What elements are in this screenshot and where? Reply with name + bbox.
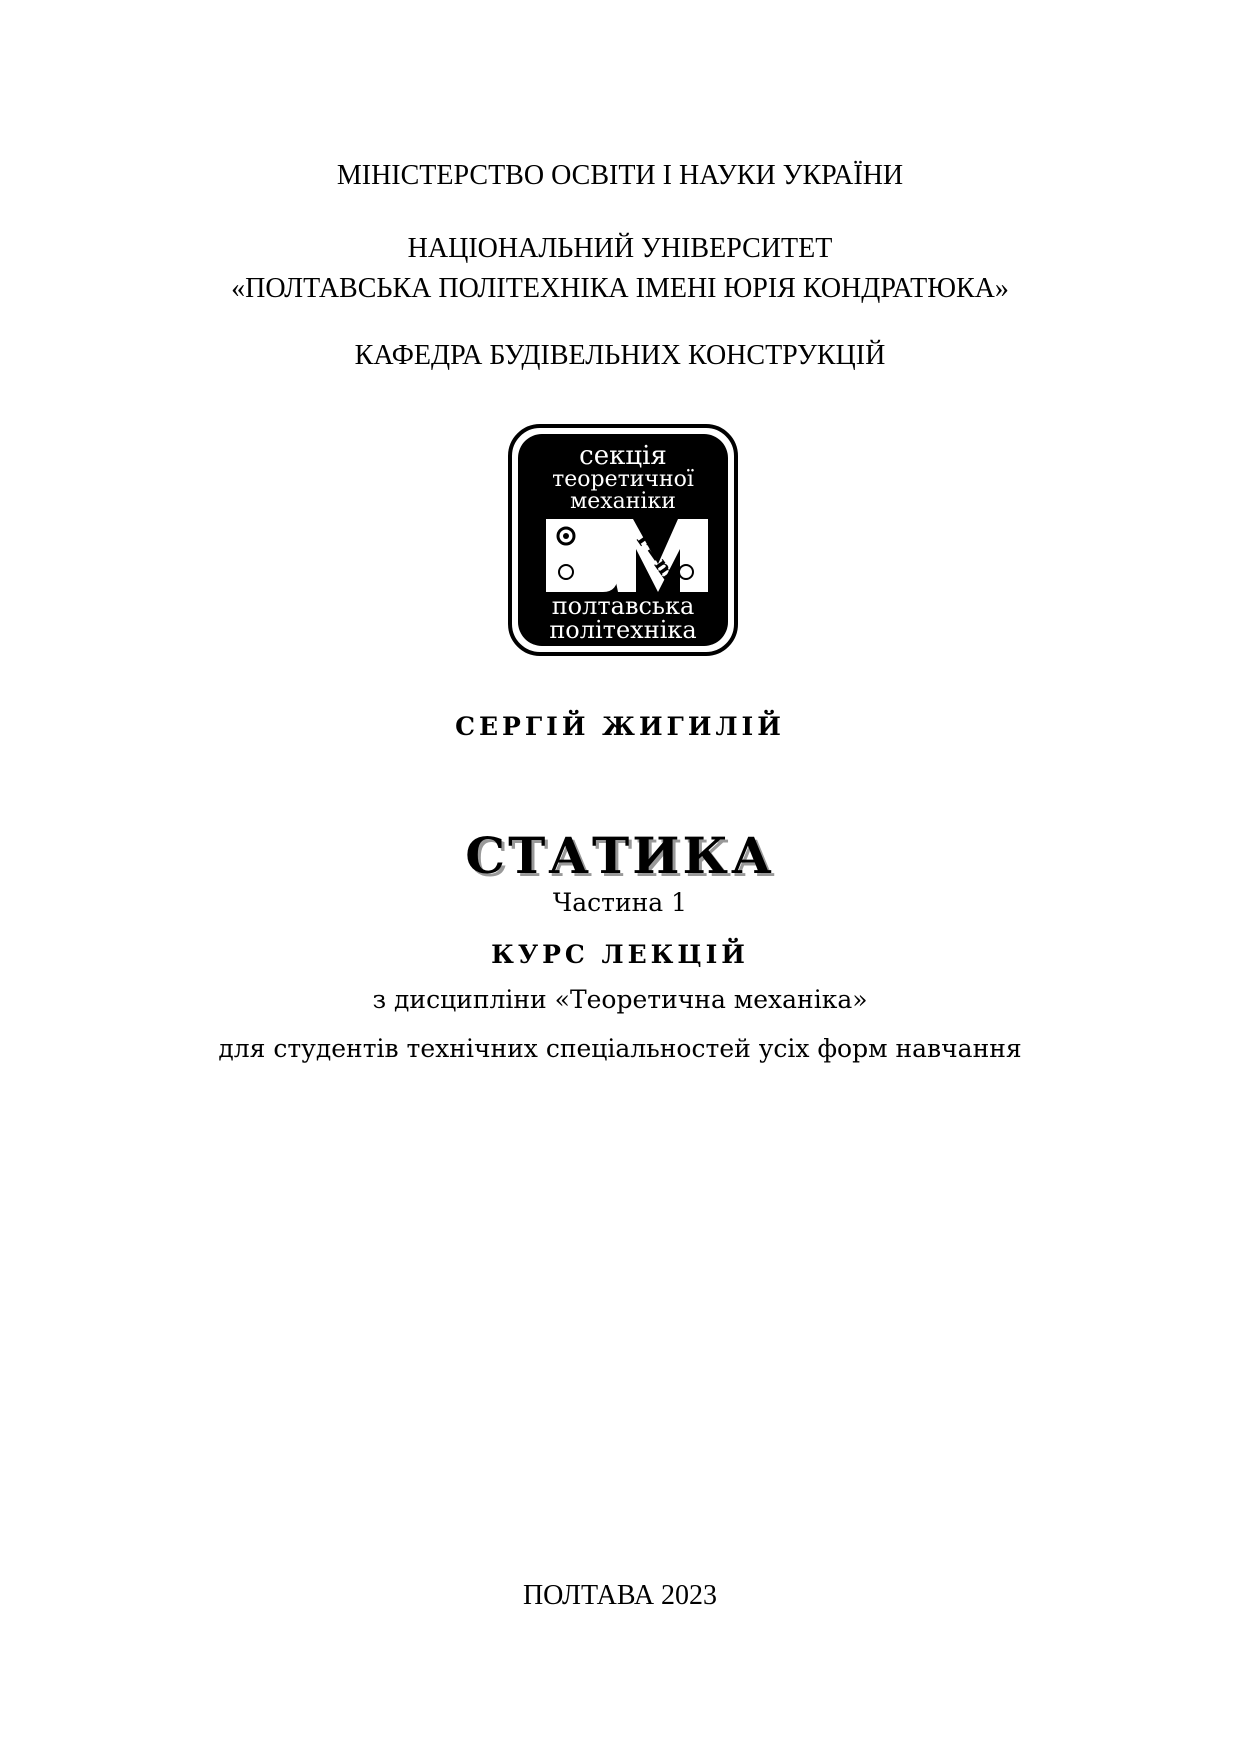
university-heading-line1: НАЦІОНАЛЬНИЙ УНІВЕРСИТЕТ xyxy=(407,233,833,264)
department-heading: КАФЕДРА БУДІВЕЛЬНИХ КОНСТРУКЦІЙ xyxy=(354,340,886,371)
section-logo xyxy=(508,424,738,656)
course-label: КУРС ЛЕКЦІЙ xyxy=(491,940,749,969)
audience-line: для студентів технічних спеціальностей усіх форм навчання xyxy=(218,1034,1022,1063)
logo-text-2: теоретичної xyxy=(552,467,694,492)
discipline-line: з дисципліни «Теоретична механіка» xyxy=(372,985,868,1014)
logo-formula: F=ma xyxy=(631,528,689,596)
city-year: ПОЛТАВА 2023 xyxy=(522,1580,718,1611)
logo-text-1: секція xyxy=(579,441,667,471)
ministry-heading: МІНІСТЕРСТВО ОСВІТИ І НАУКИ УКРАЇНИ xyxy=(336,160,904,191)
logo-text-4: полтавська xyxy=(551,592,695,620)
book-title: СТАТИКА xyxy=(465,826,775,885)
tm-monogram-icon xyxy=(546,519,708,595)
logo-text-3: механіки xyxy=(570,489,676,514)
part-label: Частина 1 xyxy=(552,888,688,917)
university-heading-line2: «ПОЛТАВСЬКА ПОЛІТЕХНІКА ІМЕНІ ЮРІЯ КОНДРАТЮКА» xyxy=(231,273,1009,304)
logo-text-5: політехніка xyxy=(549,616,697,644)
author-name: СЕРГІЙ ЖИГИЛІЙ xyxy=(455,712,785,741)
